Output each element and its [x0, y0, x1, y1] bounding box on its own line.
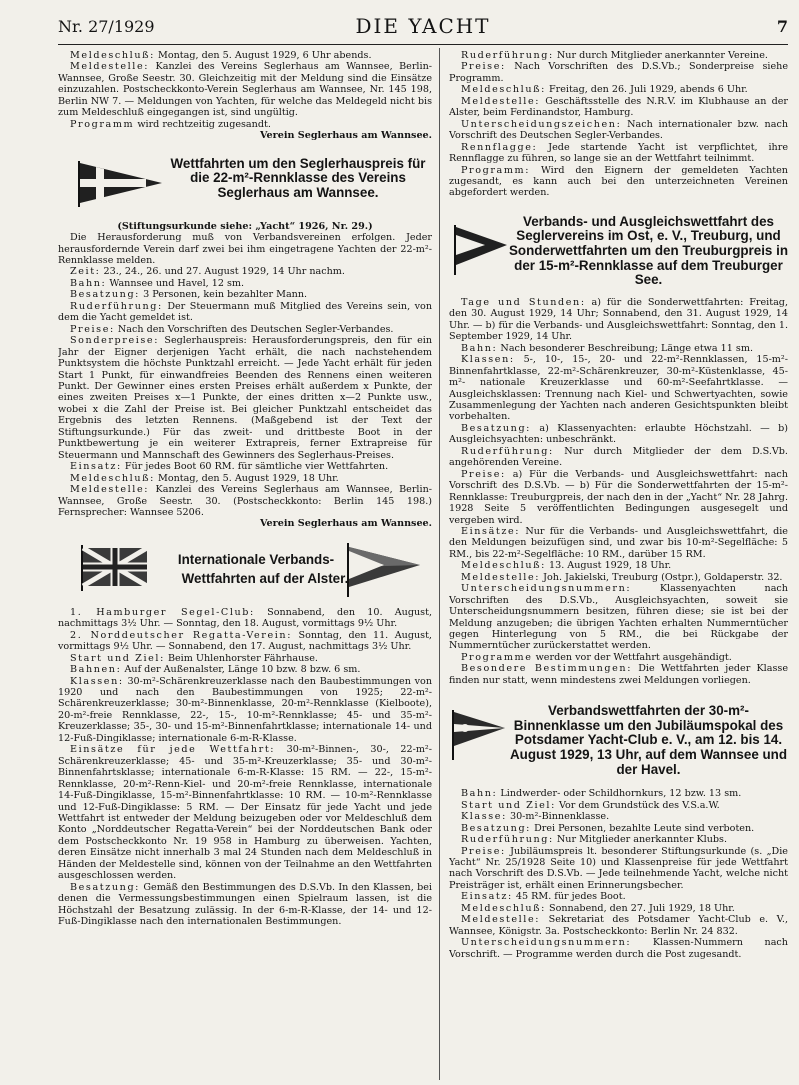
paragraph-text: Lindwerder- oder Schildhornkurs, 12 bzw. 13 sm. — [497, 788, 742, 800]
paragraph-lead: Einsätze: — [461, 525, 521, 537]
paragraph-lead: Bahn: — [70, 277, 107, 289]
paragraph-lead: Meldeschluß: — [461, 84, 546, 96]
paragraph — [58, 473, 432, 484]
paragraph-text: Sekretariat des Potsdamer Yacht-Club e. V., Wannsee, Königstr. 3a. Postscheckkonto: Berlin Nr. 24 832. — [449, 914, 788, 937]
paragraph-lead: Preise: — [461, 845, 506, 857]
paragraph — [449, 903, 788, 914]
paragraph-text: a) für die Sonderwettfahrten: Freitag, den 30. August 1929, 14 Uhr; Sonnabend, den 31. August 1929, 14 Uhr. — b) für die Verbands- und Ausgleichswettfahrt: Sonntag, den 1. September 1929, 14 Uhr. — [449, 296, 788, 343]
paragraph — [58, 335, 432, 461]
paragraph-lead: Bahn: — [461, 788, 498, 800]
paragraph-lead: Meldestelle: — [70, 61, 150, 73]
paragraph-text: Nach internationaler bzw. nach Vorschrift des Deutschen Segler-Verbandes. — [449, 118, 788, 142]
paragraph-text: 30-m²-Binnenklasse. — [506, 811, 610, 823]
paragraph-text: Jubiläumspreis lt. besonderer Stiftungsurkunde (s. „Die Yacht“ Nr. 25/1928 Seite 10) und Klassenpreise für jede Wettfahrt nach Vorschrift des D.S.Vb. — Jede teilnehmende Yacht, welche nicht Preisträger ist, erhält einen Erinnerungsbecher. — [449, 845, 788, 891]
paragraph — [449, 297, 788, 343]
page-header — [58, 0, 788, 44]
pennant-flag-icon — [344, 543, 424, 597]
paragraph-text: 5-, 10-, 15-, 20- und 22-m²-Rennklassen, 15-m²-Binnenfahrtklasse, 22-m²-Schärenkreuzer, 30-m²-Küstenklasse, 45-m²- nationale Kreuzerklasse und 60-m²-Seefahrtklasse. — Ausgleichsklassen: Trennung nach Kiel- und Schwertyachten, sowie Zusammenlegung der Yachten nach anderen Gesichtspunkten bleibt vorbehalten. — [449, 354, 788, 423]
paragraph-lead: Meldeschluß: — [70, 50, 155, 61]
paragraph — [58, 676, 432, 745]
paragraph — [58, 61, 432, 118]
paragraph — [58, 653, 432, 664]
paragraph-lead: 2. Norddeutscher Regatta-Verein: — [70, 629, 293, 641]
paragraph — [58, 232, 432, 266]
paragraph — [449, 823, 788, 834]
club-burgee-flag-icon — [76, 161, 164, 207]
paragraph-lead: Unterscheidungszeichen: — [461, 118, 622, 130]
paragraph-lead: Zeit: — [70, 266, 101, 278]
section-seglerhauspreis-subtitle: (Stiftungsurkunde siehe: „Yacht“ 1926, Nr. 29.) — [117, 220, 373, 232]
paragraph-lead: Einsatz: — [70, 461, 122, 473]
paragraph-lead: Einsatz: — [461, 891, 513, 903]
paragraph — [449, 61, 788, 84]
paragraph-text: Sonnabend, den 10. August, nachmittags 3½ Uhr. — Sonntag, den 18. August, vormittags 9½ Uhr. — [58, 606, 432, 630]
paragraph — [449, 572, 788, 583]
paragraph — [58, 607, 432, 630]
section-seglerhauspreis-heading — [58, 147, 432, 221]
paragraph-text: 45 RM. für jedes Boot. — [512, 891, 626, 903]
paragraph-lead: Preise: — [461, 468, 506, 480]
paragraph-text: Montag, den 5. August 1929, 6 Uhr abends. — [154, 50, 372, 61]
paragraph — [449, 142, 788, 165]
paragraph-lead: Programm — [70, 118, 135, 130]
paragraph-text: Nach den Vorschriften des Deutschen Segler-Verbandes. — [114, 323, 394, 335]
paragraph — [449, 937, 788, 960]
paragraph-text: Nur für die Verbands- und Ausgleichswettfahrt, die den Meldungen beizufügen sind, und zwar bis 10-m²-Segelfläche: 5 RM., bis 22-m²-Segelfläche: 10 RM., darüber 15 RM. — [449, 525, 788, 560]
intro-block — [58, 50, 432, 130]
paragraph-text: Die Herausforderung muß von Verbandsvereinen erfolgen. Jeder herausfordernde Verein darf zwei bei ihm eingetragene Yachten der 22-m²-Rennklasse melden. — [58, 232, 432, 266]
paragraph-text: Freitag, den 26. Juli 1929, abends 6 Uhr. — [545, 84, 748, 96]
paragraph-text: Nach Vorschriften des D.S.Vb.; Sonderpreise siehe Programm. — [449, 61, 788, 84]
section-alster-title-2: Wettfahrten auf der Alster. — [181, 570, 349, 586]
paragraph-lead: Klassen: — [461, 354, 515, 366]
paragraph — [449, 119, 788, 142]
paragraph-lead: Start und Ziel: — [70, 652, 165, 664]
paragraph-text: Sonntag, den 11. August, vormittags 9½ Uhr. — Sonnabend, den 17. August, nachmittags 3½ Uhr. — [58, 629, 432, 653]
paragraph-text: Sonnabend, den 27. Juli 1929, 18 Uhr. — [545, 902, 735, 914]
paragraph-text: Wannsee und Havel, 12 sm. — [106, 277, 245, 289]
paragraph-lead: Preise: — [70, 323, 115, 335]
paragraph-lead: Besatzung: — [461, 422, 532, 434]
paragraph — [449, 583, 788, 652]
paragraph-text: Klassenyachten nach Vorschriften des D.S.Vb., Ausgleichsyachten, soweit sie Unterscheidungsnummern besitzen, führen diese; sie ist bei der Meldung anzugeben; die übrigen Yachten erhalten Nummerntücher gegen Hinterlegung von 5 RM., die bei Rückgabe der Nummerntücher zurückerstattet werden. — [449, 583, 788, 652]
paragraph-text: Nach besonderer Beschreibung; Länge etwa 11 sm. — [497, 342, 753, 354]
paragraph-lead: Meldeschluß: — [461, 902, 546, 914]
paragraph-lead: Meldeschluß: — [70, 472, 155, 484]
paragraph-text: Für jedes Boot 60 RM. für sämtliche vier Wettfahrten. — [121, 461, 389, 473]
paragraph-lead: Klasse: — [461, 811, 507, 823]
section-alster-body — [58, 607, 432, 928]
section-alster-title-1: Internationale Verbands- — [177, 551, 335, 567]
paragraph-lead: Besondere Bestimmungen: — [461, 663, 633, 675]
paragraph — [58, 301, 432, 324]
paragraph-lead: Bahn: — [461, 342, 498, 354]
paragraph-lead: Besatzung: — [70, 881, 141, 893]
paragraph — [58, 324, 432, 335]
paragraph-lead: Tage und Stunden: — [461, 296, 586, 308]
paragraph-text: Nur durch Mitglieder anerkannter Vereine. — [553, 50, 768, 61]
paragraph — [58, 289, 432, 300]
section-seglerhauspreis-signature: Verein Seglerhaus am Wannsee. — [260, 518, 432, 530]
paragraph — [449, 50, 788, 61]
section-treuburg-heading — [449, 213, 788, 297]
paragraph-lead: Klassen: — [70, 675, 124, 687]
left-column — [58, 50, 432, 1075]
intro-signature: Verein Seglerhaus am Wannsee. — [260, 130, 432, 142]
paragraph-text: Wird den Eignern der gemeldeten Yachten zugesandt, es kann auch bei den unterzeichneten Vereinen abgefordert werden. — [449, 164, 788, 199]
paragraph-lead: Ruderführung: — [461, 834, 554, 846]
paragraph-text: Jede startende Yacht ist verpflichtet, ihre Rennflagge zu führen, so lange sie an der Wettfahrt teilnimmt. — [449, 141, 788, 165]
header-rule — [58, 44, 788, 45]
paragraph — [58, 266, 432, 277]
magazine-title: DIE YACHT — [355, 14, 491, 38]
section-potsdam-title: Verbandswettfahrten der 30-m²-Binnenklasse um den Jubiläumspokal des Potsdamer Yacht-Club e. V., am 12. bis 14. August 1929, 13 Uhr, auf dem Wannsee und der Havel. — [509, 703, 788, 777]
paragraph-lead: Rennflagge: — [461, 141, 538, 153]
paragraph — [58, 484, 432, 518]
paragraph — [449, 96, 788, 119]
paragraph-text: Die Wettfahrten jeder Klasse finden nur statt, wenn mindestens zwei Meldungen vorliegen. — [449, 663, 788, 686]
paragraph-text: 13. August 1929, 18 Uhr. — [545, 560, 672, 572]
paragraph — [449, 663, 788, 686]
right-intro-block — [449, 50, 788, 199]
paragraph — [449, 423, 788, 446]
paragraph — [449, 165, 788, 199]
paragraph — [449, 811, 788, 822]
page-number: 7 — [776, 17, 788, 36]
paragraph-lead: 1. Hamburger Segel-Club: — [70, 606, 255, 618]
paragraph-lead: Bahnen: — [70, 664, 122, 676]
paragraph-text: Vor dem Grundstück des V.S.a.W. — [555, 799, 720, 811]
section-treuburg-body — [449, 297, 788, 686]
paragraph-text: a) Klassenyachten: erlaubte Höchstzahl. — b) Ausgleichsyachten: unbeschränkt. — [449, 422, 788, 446]
paragraph — [449, 84, 788, 95]
paragraph-lead: Meldestelle: — [70, 484, 150, 496]
paragraph-lead: Meldeschluß: — [461, 560, 546, 572]
paragraph-lead: Einsätze für jede Wettfahrt: — [70, 744, 276, 756]
paragraph — [58, 50, 432, 61]
paragraph-text: a) Für die Verbands- und Ausgleichswettfahrt: nach Vorschrift des D.S.Vb. — b) Für die Sonderwettfahrten der 15-m²-Rennklasse: Treuburgpreis, der nach den in der „Yacht“ Nr. 28 Jahrg. 1928 Seite 5 veröffentlichten Bedingungen ausgesegelt und vergeben wird. — [449, 468, 788, 526]
paragraph — [58, 119, 432, 130]
column-divider — [439, 48, 440, 1080]
paragraph-text: Klassen-Nummern nach Vorschrift. — Programme werden durch die Post zugesandt. — [449, 937, 788, 960]
paragraph-lead: Start und Ziel: — [461, 799, 556, 811]
paragraph — [58, 744, 432, 881]
paragraph-text: 30-m²-Schärenkreuzerklasse nach den Baubestimmungen von 1920 und nach den Baubestimmungen von 1925; 22-m²-Schärenkreuzerklasse; 30-m²-Binnenklasse, 20-m²-Rennklasse (Kielboote), 20-m²-freie Rennklasse, 22-, 15-, 10-m²-Rennklasse; 45- und 35-m²-Kreuzerklasse; 35-, 30- und 15-m²-Binnenfahrtklasse; internationale 14- und 12-Fuß-Dingiklasse; internationale 6-m-R-Klasse. — [58, 675, 432, 744]
paragraph-lead: Meldestelle: — [461, 571, 541, 583]
paragraph — [449, 800, 788, 811]
paragraph-text: Beim Uhlenhorster Fährhause. — [164, 652, 318, 664]
paragraph-text: Geschäftsstelle des N.R.V. im Klubhause an der Alster, beim Ferdinandstor, Hamburg. — [449, 95, 788, 119]
paragraph — [58, 882, 432, 928]
paragraph-text: Kanzlei des Vereins Seglerhaus am Wannsee, Berlin-Wannsee, Große Seestr. 30. (Postscheckkonto: Berlin 145 198.) Fernsprecher: Wannsee 5206. — [58, 484, 432, 518]
paragraph — [58, 278, 432, 289]
paragraph-text: Der Steuermann muß Mitglied des Vereins sein, von dem die Yacht gemeldet ist. — [58, 300, 432, 324]
section-treuburg-title: Verbands- und Ausgleichswettfahrt des Seglervereins im Ost, e. V., Treuburg, und Sonderwettfahrten um den Treuburgpreis in der 15-m²-Rennklasse auf dem Treuburger See. — [509, 213, 788, 288]
section-potsdam-heading — [449, 704, 788, 788]
paragraph-text: Nur Mitglieder anerkannter Klubs. — [553, 834, 728, 846]
paragraph — [449, 914, 788, 937]
right-column — [449, 50, 788, 1075]
issue-number: Nr. 27/1929 — [58, 17, 155, 36]
paragraph-text: 30-m²-Binnen-, 30-, 22-m²-Schärenkreuzerklasse; 45- und 35-m²-Kreuzerklasse; 35- und 30-m²-Binnenfahrtsklasse; internationale 6-m-R-Klasse: 15 RM. — 22-, 15-m²-Rennklasse, 20-m²-Renn-Kiel- und 20-m²-freie Rennklasse, internationale 14-Fuß-Dingiklasse, 15-m²-Binnenfahrtklasse: 10 RM. — 10-m²-Rennklasse und 12-Fuß-Dingiklasse: 5 RM. — Der Einsatz für jede Yacht und jede Wettfahrt ist entweder der Meldung beizugeben oder vor Meldeschluß dem Konto „Norddeutscher Regatta-Verein“ bei der Norddeutschen Bank oder dem Postscheckkonto Nr. 19 958 in Hamburg zu überweisen. Yachten, deren Einsätze nicht innerhalb 3 mal 24 Stunden nach dem Meldeschluß in Händen der Meldestelle sind, können von der Teilnahme an den Wettfahrten ausgeschlossen werden. — [58, 744, 432, 882]
paragraph-lead: Programme — [461, 651, 533, 663]
paragraph-lead: Meldestelle: — [461, 914, 541, 926]
paragraph — [449, 846, 788, 892]
paragraph-text: werden vor der Wettfahrt ausgehändigt. — [532, 651, 732, 663]
paragraph — [449, 834, 788, 845]
paragraph-text: Drei Personen, bezahlte Leute sind verboten. — [531, 822, 755, 834]
paragraph-text: 23., 24., 26. und 27. August 1929, 14 Uhr nachm. — [100, 266, 345, 278]
paragraph — [449, 652, 788, 663]
paragraph — [449, 446, 788, 469]
section-seglerhauspreis-title: Wettfahrten um den Seglerhauspreis für die 22-m²-Rennklasse des Vereins Seglerhaus am Wannsee. — [170, 155, 426, 200]
paragraph — [58, 664, 432, 675]
paragraph-lead: Sonderpreise: — [70, 335, 160, 347]
section-seglerhauspreis-body — [58, 232, 432, 518]
paragraph — [449, 343, 788, 354]
paragraph-lead: Besatzung: — [461, 822, 532, 834]
paragraph-lead: Unterscheidungsnummern: — [461, 583, 632, 595]
paragraph — [449, 560, 788, 571]
union-flag-icon — [80, 545, 160, 591]
paragraph — [58, 461, 432, 472]
paragraph-text: wird rechtzeitig zugesandt. — [134, 118, 271, 130]
paragraph-text: Gemäß den Bestimmungen des D.S.Vb. In den Klassen, bei denen die Vermessungsbestimmungen einen Spielraum lassen, ist die Höchstzahl der Besatzung zulässig. In der 6-m-R-Klasse, der 14- und 12-Fuß-Dingiklasse nach den internationalen Bestimmungen. — [58, 881, 432, 928]
paragraph — [449, 469, 788, 526]
paragraph-lead: Besatzung: — [70, 289, 141, 301]
paragraph-text: Montag, den 5. August 1929, 18 Uhr. — [154, 472, 339, 484]
paragraph-lead: Preise: — [461, 61, 506, 73]
paragraph-lead: Meldestelle: — [461, 95, 541, 107]
paragraph-lead: Ruderführung: — [70, 300, 163, 312]
section-potsdam-body — [449, 788, 788, 960]
paragraph — [449, 354, 788, 423]
paragraph-text: Auf der Außenalster, Länge 10 bzw. 8 bzw. 6 sm. — [121, 664, 361, 676]
paragraph-text: Joh. Jakielski, Treuburg (Ostpr.), Goldaperstr. 32. — [540, 571, 783, 583]
treuburg-burgee-flag-icon — [453, 225, 509, 275]
paragraph — [449, 891, 788, 902]
potsdam-burgee-flag-icon — [451, 710, 507, 760]
paragraph-text: Kanzlei des Vereins Seglerhaus am Wannsee, Berlin-Wannsee, Große Seestr. 30. Gleichzeitig mit der Meldung sind die Einsätze einzuzahlen. Postscheckkonto-Verein Seglerhaus am Wannsee, Nr. 145 198, Berlin NW 7. — Meldungen von Yachten, für welche das Meldegeld nicht bis zum Meldeschluß eingegangen ist, sind ungültig. — [58, 61, 432, 119]
paragraph-lead: Unterscheidungsnummern: — [461, 937, 632, 949]
paragraph — [449, 526, 788, 560]
paragraph — [449, 788, 788, 799]
paragraph-lead: Ruderführung: — [461, 50, 554, 61]
paragraph-text: Seglerhauspreis: Herausforderungspreis, den für ein Jahr der Eigner derjenigen Yacht erhält, die nach nachstehendem Punktsystem die höchste Punktzahl erreicht. — Jede Yacht erhält für jeden Start 1 Punkt, für einwandfreies Beenden des Rennens einen weiteren Punkt. Der Gewinner eines ersten Preises erhält außerdem x Punkte, der eines zweiten Preises x—1 Punkte, der eines dritten x—2 Punkte usw., wobei x die Zahl der Preise ist. Bei gleicher Punktzahl entscheidet das Ergebnis des letzten Rennens. (Maßgebend ist der Text der Stiftungsurkunde.) Für das zweit- und drittbeste Boot in der Punktbewertung je ein weiterer Extrapreis, ferner Extrapreise für Steuermann und Mannschaft des Gewinners des Seglerhaus-Preises. — [58, 335, 432, 461]
paragraph-lead: Ruderführung: — [461, 445, 554, 457]
paragraph-text: Nur durch Mitglieder der dem D.S.Vb. angehörenden Vereine. — [449, 445, 788, 469]
paragraph-text: 3 Personen, kein bezahlter Mann. — [140, 289, 308, 301]
section-alster-heading — [58, 535, 432, 607]
paragraph — [58, 630, 432, 653]
paragraph-lead: Programm: — [461, 164, 531, 176]
